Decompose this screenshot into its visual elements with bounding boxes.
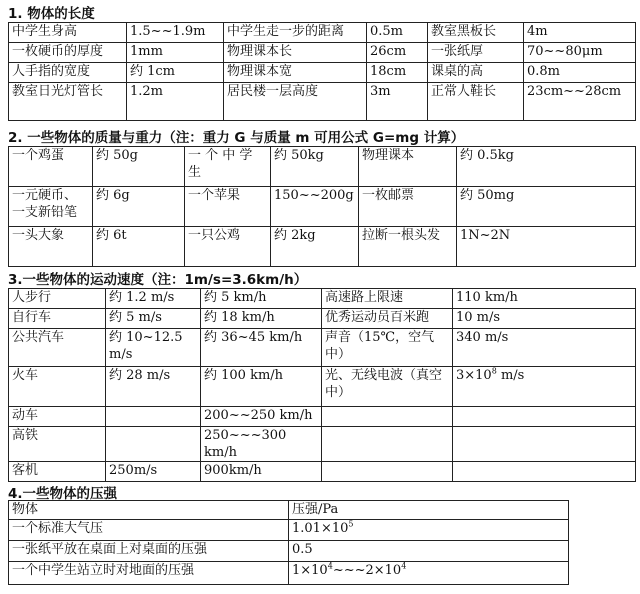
- table-cell: 优秀运动员百米跑: [322, 309, 453, 329]
- table-cell: 高铁: [9, 427, 106, 462]
- table-cell: 高速路上限速: [322, 289, 453, 309]
- section-4-title: 4.一些物体的压强: [8, 486, 118, 502]
- table-cell: 约 5 m/s: [106, 309, 201, 329]
- table-cell: 物理课本长: [224, 43, 367, 63]
- table-cell: [322, 407, 453, 427]
- table-cell: [289, 520, 569, 541]
- table-cell: 26cm: [367, 43, 428, 63]
- table-cell: 教室黑板长: [428, 23, 524, 43]
- table-row: [9, 520, 569, 541]
- table-row: [9, 187, 636, 227]
- table-cell: 约 50kg: [271, 147, 359, 187]
- table-cell: 一个苹果: [185, 187, 271, 227]
- table-cell: 约 2kg: [271, 227, 359, 267]
- table-cell: 光、无线电波（真空中）: [322, 367, 453, 407]
- section-2-title: [8, 126, 464, 146]
- table-cell: 一元硬币、一支新铅笔: [9, 187, 93, 227]
- table-row: [9, 462, 636, 482]
- table-cell: 18cm: [367, 63, 428, 83]
- table-cell: 110 km/h: [453, 289, 636, 309]
- table-cell: [453, 427, 636, 462]
- table-cell: 公共汽车: [9, 329, 106, 367]
- section-1-title: 1. 物体的长度: [8, 6, 95, 22]
- table-row: [9, 407, 636, 427]
- table-cell: [453, 407, 636, 427]
- table-row: [9, 43, 636, 63]
- light-speed-unit: m/s: [496, 368, 525, 383]
- table-cell: 一个标准大气压: [9, 520, 289, 541]
- table-cell: 1mm: [127, 43, 224, 63]
- table-row: [9, 309, 636, 329]
- table-cell: 居民楼一层高度: [224, 83, 367, 121]
- table-row: [9, 289, 636, 309]
- table-cell: 一 个 中 学 生: [185, 147, 271, 187]
- table-cell: 900km/h: [201, 462, 322, 482]
- table-cell: [322, 462, 453, 482]
- table-cell: 客机: [9, 462, 106, 482]
- table-cell: 4m: [524, 23, 636, 43]
- table-cell: 250m/s: [106, 462, 201, 482]
- table-row: [9, 367, 636, 407]
- section-2-heading: 2. 一些物体的质量与重力: [8, 130, 163, 146]
- table-cell: 约 28 m/s: [106, 367, 201, 407]
- light-speed-base: 3×10: [456, 368, 492, 383]
- pressure-exponent-upper: 4: [401, 561, 407, 571]
- table-cell: 1.5~~1.9m: [127, 23, 224, 43]
- table-cell: 动车: [9, 407, 106, 427]
- table-cell: 一张纸平放在桌面上对桌面的压强: [9, 541, 289, 562]
- pressure-exponent: 4: [327, 561, 333, 571]
- table-cell: 约 6g: [93, 187, 185, 227]
- table-cell: 一个鸡蛋: [9, 147, 93, 187]
- table-cell: 0.8m: [524, 63, 636, 83]
- speed-table: [8, 288, 636, 482]
- pressure-value: 1.01×10: [292, 521, 349, 536]
- table-cell: 声音（15℃，空气中）: [322, 329, 453, 367]
- table-cell: 一个中学生站立时对地面的压强: [9, 562, 289, 585]
- table-cell: 一张纸厚: [428, 43, 524, 63]
- pressure-range-separator: ~~~: [332, 563, 366, 578]
- pressure-value: 0.5: [292, 542, 313, 557]
- table-cell: 自行车: [9, 309, 106, 329]
- table-cell: 1N~2N: [457, 227, 636, 267]
- table-cell: 约 10~12.5 m/s: [106, 329, 201, 367]
- table-cell: 10 m/s: [453, 309, 636, 329]
- table-cell: [453, 367, 636, 407]
- table-cell: [322, 427, 453, 462]
- table-row: [9, 83, 636, 121]
- table-cell: 拉断一根头发: [359, 227, 457, 267]
- section-3-title: [8, 268, 307, 288]
- pressure-table: [8, 500, 569, 585]
- column-header: 压强/Pa: [289, 501, 569, 520]
- table-cell: 约 100 km/h: [201, 367, 322, 407]
- table-row: [9, 63, 636, 83]
- table-cell: 约 36~45 km/h: [201, 329, 322, 367]
- table-row: [9, 147, 636, 187]
- table-cell: [106, 427, 201, 462]
- pressure-exponent: 5: [348, 519, 354, 529]
- table-cell: 约 1cm: [127, 63, 224, 83]
- table-cell: 约 6t: [93, 227, 185, 267]
- table-cell: 火车: [9, 367, 106, 407]
- table-cell: 340 m/s: [453, 329, 636, 367]
- table-cell: 人步行: [9, 289, 106, 309]
- table-cell: 一枚邮票: [359, 187, 457, 227]
- table-cell: 中学生身高: [9, 23, 127, 43]
- section-3-heading: 3.一些物体的运动速度: [8, 272, 145, 288]
- table-cell: 正常人鞋长: [428, 83, 524, 121]
- table-cell: 中学生走一步的距离: [224, 23, 367, 43]
- table-row: [9, 541, 569, 562]
- table-cell: 人手指的宽度: [9, 63, 127, 83]
- table-cell: 物理课本宽: [224, 63, 367, 83]
- table-cell: [289, 541, 569, 562]
- table-cell: 200~~250 km/h: [201, 407, 322, 427]
- table-row: [9, 23, 636, 43]
- table-cell: 一枚硬币的厚度: [9, 43, 127, 63]
- table-cell: [289, 562, 569, 585]
- table-cell: 课桌的高: [428, 63, 524, 83]
- table-cell: 约 5 km/h: [201, 289, 322, 309]
- section-2-note: （注：重力 G 与质量 m 可用公式 G=mg 计算）: [162, 130, 465, 146]
- table-cell: 0.5m: [367, 23, 428, 43]
- pressure-value-upper: 2×10: [365, 563, 402, 578]
- mass-table: [8, 146, 636, 267]
- section-3-note: （注：1m/s=3.6km/h）: [144, 272, 308, 288]
- light-speed-exponent: 8: [491, 366, 497, 376]
- table-cell: 150~~200g: [271, 187, 359, 227]
- table-cell: 3m: [367, 83, 428, 121]
- table-cell: 70~~80μm: [524, 43, 636, 63]
- table-row: [9, 329, 636, 367]
- table-cell: 约 1.2 m/s: [106, 289, 201, 309]
- table-cell: 250~~~300 km/h: [201, 427, 322, 462]
- table-cell: 约 50mg: [457, 187, 636, 227]
- table-cell: 约 18 km/h: [201, 309, 322, 329]
- table-cell: [106, 407, 201, 427]
- table-cell: [453, 462, 636, 482]
- table-cell: 教室日光灯管长: [9, 83, 127, 121]
- table-cell: 1.2m: [127, 83, 224, 121]
- length-table: [8, 22, 636, 121]
- table-row: [9, 227, 636, 267]
- pressure-value: 1×10: [292, 563, 328, 578]
- table-cell: 约 0.5kg: [457, 147, 636, 187]
- table-header-row: [9, 501, 569, 520]
- table-row: [9, 562, 569, 585]
- column-header: 物体: [9, 501, 289, 520]
- table-cell: 一只公鸡: [185, 227, 271, 267]
- table-cell: 物理课本: [359, 147, 457, 187]
- table-cell: 约 50g: [93, 147, 185, 187]
- table-row: [9, 427, 636, 462]
- table-cell: 一头大象: [9, 227, 93, 267]
- table-cell: 23cm~~28cm: [524, 83, 636, 121]
